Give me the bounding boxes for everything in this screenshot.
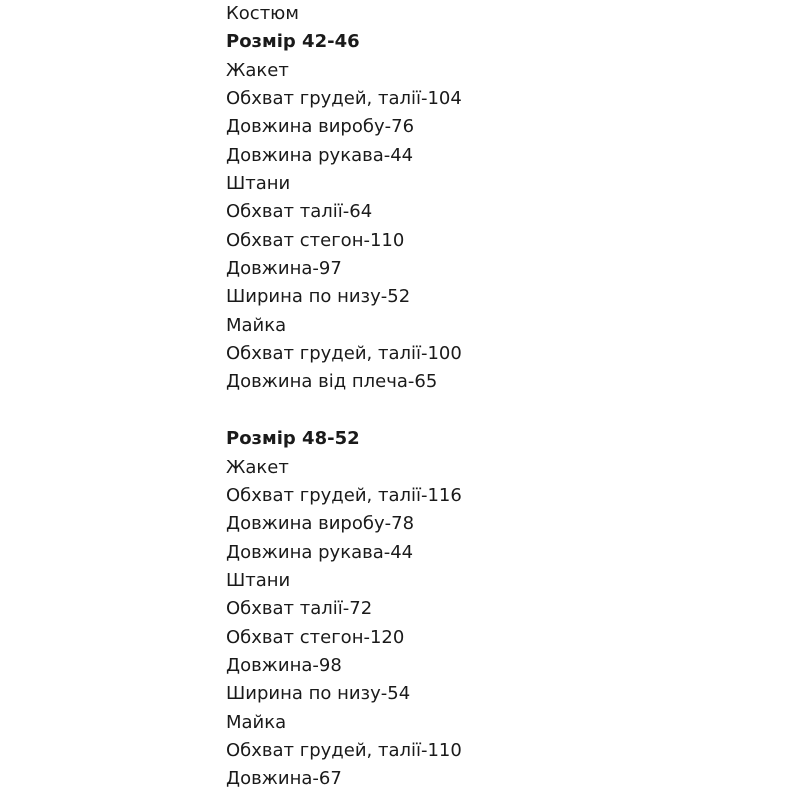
pants-bottom-width: Ширина по низу-54 [226, 683, 411, 705]
jacket-chest-waist: Обхват грудей, талії-104 [226, 88, 462, 110]
pants-label: Штани [226, 173, 291, 195]
pants-hips: Обхват стегон-110 [226, 229, 405, 251]
jacket-length: Довжина виробу-76 [226, 116, 415, 138]
pants-length: Довжина-98 [226, 654, 342, 676]
size-heading: Розмір 42-46 [226, 31, 360, 53]
top-label: Майка [226, 314, 287, 336]
jacket-label: Жакет [226, 456, 289, 478]
pants-label: Штани [226, 569, 291, 591]
pants-waist: Обхват талії-72 [226, 598, 373, 620]
product-description [226, 0, 786, 794]
top-label: Майка [226, 711, 287, 733]
pants-length: Довжина-97 [226, 258, 342, 280]
top-length: Довжина-67 [226, 768, 342, 790]
top-chest-waist: Обхват грудей, талії-110 [226, 739, 462, 761]
size-section [226, 425, 786, 793]
pants-bottom-width: Ширина по низу-52 [226, 286, 411, 308]
size-section [226, 28, 786, 396]
jacket-length: Довжина виробу-78 [226, 513, 415, 535]
jacket-label: Жакет [226, 59, 289, 81]
jacket-sleeve: Довжина рукава-44 [226, 541, 414, 563]
top-chest-waist: Обхват грудей, талії-100 [226, 343, 462, 365]
size-heading: Розмір 48-52 [226, 428, 360, 450]
jacket-sleeve: Довжина рукава-44 [226, 144, 414, 166]
product-title: Костюм [226, 3, 299, 24]
top-length: Довжина від плеча-65 [226, 371, 438, 393]
jacket-chest-waist: Обхват грудей, талії-116 [226, 484, 462, 506]
pants-hips: Обхват стегон-120 [226, 626, 405, 648]
section-spacer [226, 397, 786, 425]
pants-waist: Обхват талії-64 [226, 201, 373, 223]
